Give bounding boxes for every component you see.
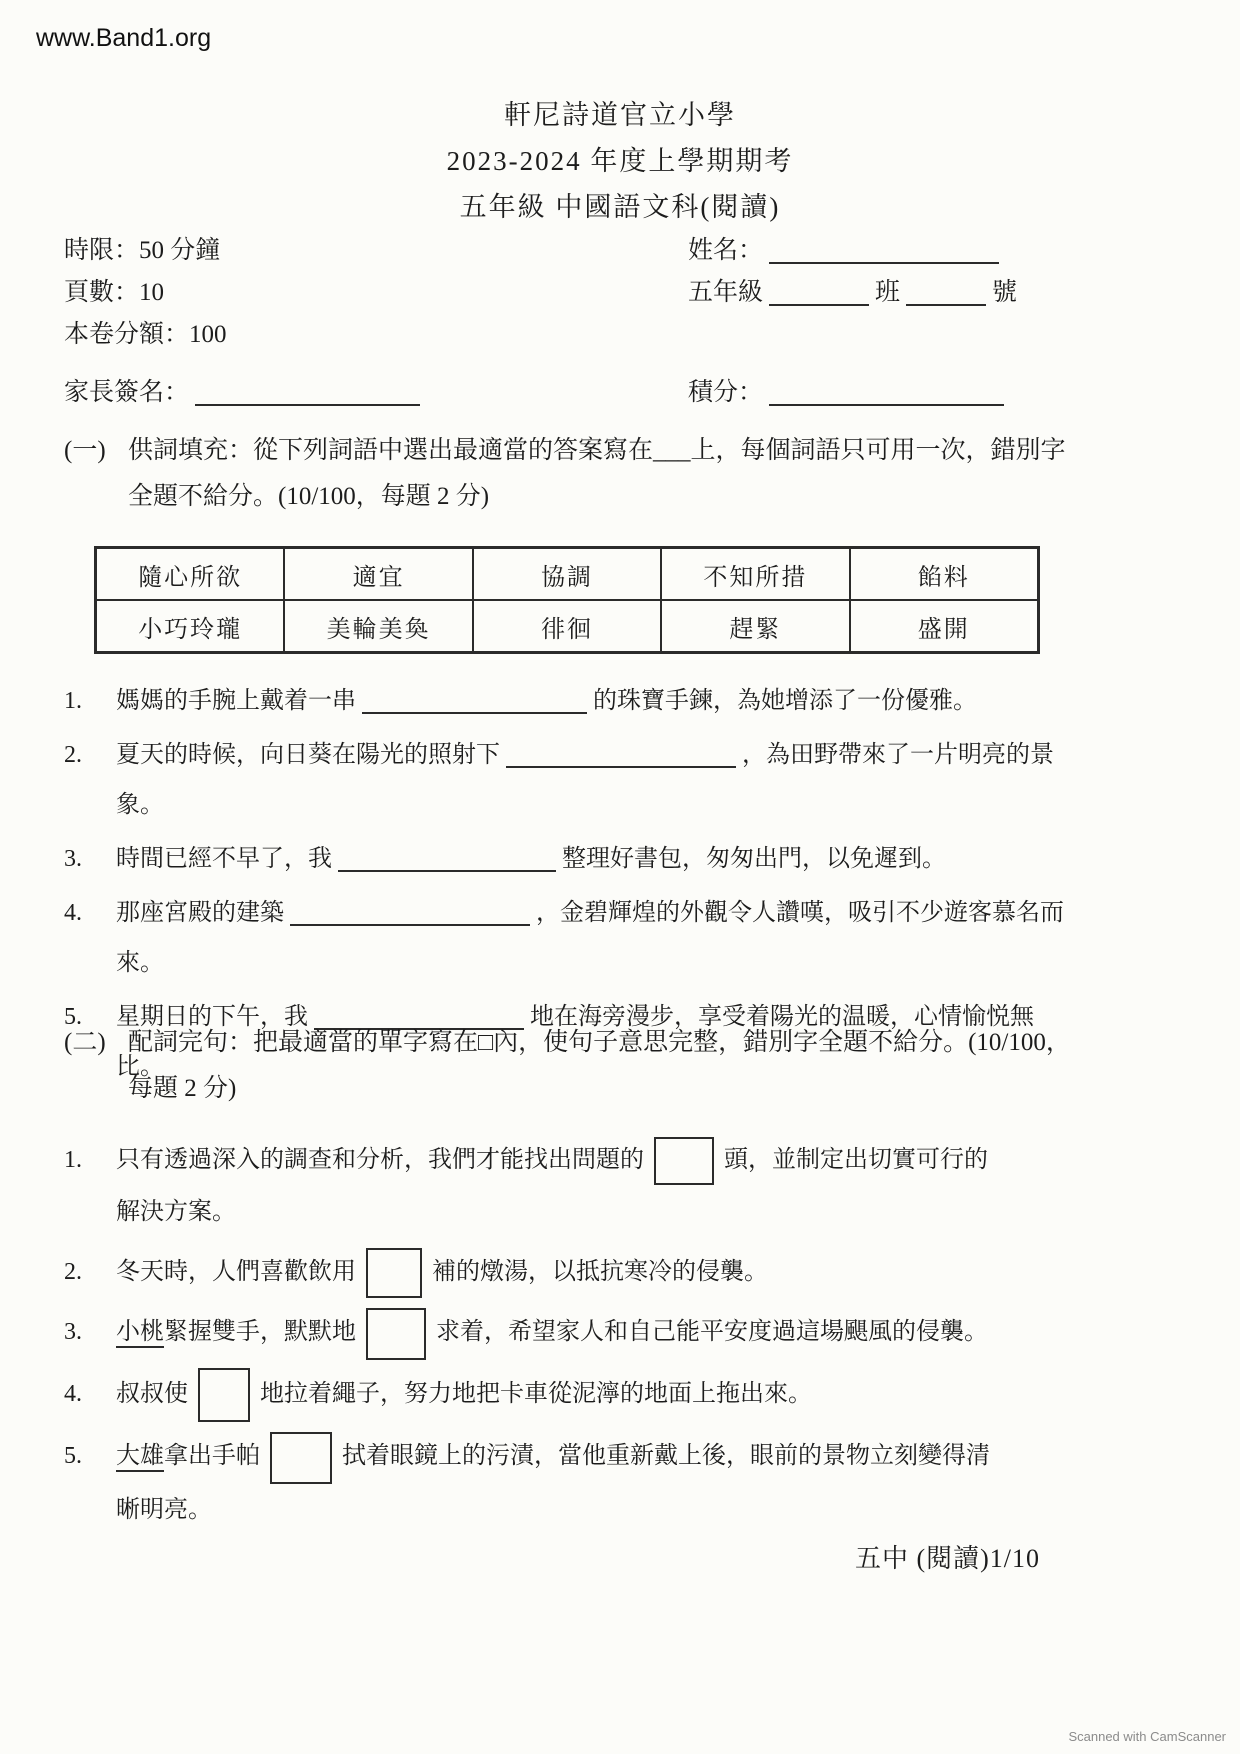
word-bank-cell: 趕緊	[661, 600, 849, 652]
underlined-name: 小桃	[116, 1319, 164, 1348]
student-info-block	[688, 230, 1017, 314]
question-text	[116, 1134, 994, 1238]
question-pre-text: 媽媽的手腕上戴着一串	[116, 688, 356, 714]
number-label: 號	[992, 279, 1018, 306]
question-row	[64, 1246, 994, 1298]
time-limit: 時限：50 分鐘	[64, 237, 221, 264]
section-1-heading	[64, 428, 1074, 520]
question-row	[64, 834, 1074, 884]
question-post-text: 整理好書包，匆匆出門，以免遲到。	[562, 846, 946, 872]
answer-box	[654, 1137, 714, 1185]
question-text	[116, 1246, 994, 1298]
section-2-questions	[64, 1134, 994, 1536]
word-bank-cell: 徘徊	[473, 600, 661, 652]
question-post-text: 補的燉湯，以抵抗寒冷的侵襲。	[432, 1259, 768, 1285]
number-blank	[906, 281, 986, 306]
question-number: 5.	[64, 1443, 82, 1470]
name-label: 姓名：	[688, 237, 764, 264]
section-2-label: (二)	[64, 1029, 106, 1056]
exam-header	[0, 92, 1240, 230]
word-bank-cell: 美輪美奐	[284, 600, 472, 652]
question-pre-text: 那座宮殿的建築	[116, 900, 284, 926]
page-footer-label: 五中 (閱讀)1/10	[854, 1544, 1040, 1573]
answer-blank	[290, 902, 530, 926]
signature-row	[64, 372, 1124, 408]
section-1-label: (一)	[64, 437, 106, 464]
name-row	[688, 230, 1017, 272]
question-number: 1.	[64, 688, 82, 714]
word-bank-cell: 隨心所欲	[96, 548, 284, 600]
question-pre-text: 只有透過深入的調查和分析，我們才能找出問題的	[116, 1147, 644, 1173]
question-text	[116, 676, 1074, 726]
section-1-instructions: 供詞填充：從下列詞語中選出最適當的答案寫在___上，每個詞語只可用一次，錯別字全題不給分。(10/100，每題 2 分)	[128, 437, 1066, 510]
section-2	[64, 1020, 1074, 1544]
parent-signature-label: 家長簽名：	[64, 379, 190, 406]
watermark: www.Band1.org	[36, 24, 212, 52]
question-post-text: 頭，並制定出切實可行的解決方案。	[116, 1147, 988, 1225]
question-pre-text: 緊握雙手，默默地	[164, 1319, 356, 1346]
section-2-instructions: 配詞完句：把最適當的單字寫在□內，使句子意思完整，錯別字全題不給分。(10/100，每題 2 分)	[128, 1029, 1071, 1102]
question-pre-text: 拿出手帕	[164, 1443, 260, 1470]
question-pre-text: 叔叔使	[116, 1380, 188, 1407]
word-bank-cell: 餡料	[850, 548, 1038, 600]
class-row	[688, 272, 1017, 314]
question-post-text: 地在海旁漫步，享受着陽光的温暖，心情愉悦無比。	[116, 1004, 1034, 1080]
question-post-text: 求着，希望家人和自己能平安度過這場颶風的侵襲。	[436, 1319, 988, 1346]
question-text	[116, 1368, 994, 1422]
question-post-text: 的珠寶手鍊，為她增添了一份優雅。	[593, 688, 977, 714]
answer-blank	[362, 690, 587, 714]
question-row	[64, 730, 1074, 830]
question-number: 4.	[64, 1380, 82, 1407]
class-label: 班	[875, 279, 901, 306]
score-field	[688, 372, 1010, 408]
question-row	[64, 676, 1074, 726]
class-blank	[769, 281, 869, 306]
question-text	[116, 1430, 994, 1535]
question-text	[116, 730, 1074, 830]
question-post-text: ，金碧輝煌的外觀令人讚嘆，吸引不少遊客慕名而來。	[116, 900, 1064, 976]
question-pre-text: 冬天時，人們喜歡飲用	[116, 1259, 356, 1285]
question-text	[116, 888, 1074, 988]
question-number: 2.	[64, 1259, 82, 1285]
question-number: 5.	[64, 1004, 82, 1030]
name-blank	[769, 239, 999, 264]
answer-box	[198, 1368, 250, 1422]
word-bank-table	[94, 546, 1040, 654]
exam-title: 2023-2024 年度上學期期考	[446, 146, 794, 176]
question-row	[64, 1134, 994, 1238]
word-bank-cell: 盛開	[850, 600, 1038, 652]
word-bank-cell: 小巧玲瓏	[96, 600, 284, 652]
score-blank	[769, 381, 1004, 406]
section-1	[64, 428, 1074, 1096]
question-text	[116, 834, 1074, 884]
score-label: 積分：	[688, 379, 764, 406]
word-bank-cell: 不知所措	[661, 548, 849, 600]
word-bank-cell: 協調	[473, 548, 661, 600]
question-row	[64, 1430, 994, 1535]
question-pre-text: 星期日的下午，我	[116, 1004, 308, 1030]
question-number: 4.	[64, 900, 82, 926]
question-pre-text: 夏天的時候，向日葵在陽光的照射下	[116, 742, 500, 768]
school-name: 軒尼詩道官立小學	[504, 100, 736, 130]
question-number: 2.	[64, 742, 82, 768]
question-row	[64, 1306, 994, 1359]
camscanner-label: Scanned with CamScanner	[1068, 1729, 1226, 1744]
word-bank-cell: 適宜	[284, 548, 472, 600]
section-2-heading	[64, 1020, 1074, 1112]
question-number: 1.	[64, 1147, 82, 1173]
page-count: 頁數：10	[64, 279, 165, 306]
question-post-text: ，為田野帶來了一片明亮的景象。	[116, 742, 1054, 818]
question-pre-text: 時間已經不早了，我	[116, 846, 332, 872]
question-number: 3.	[64, 1319, 82, 1346]
grade-label: 五年級	[688, 279, 764, 306]
exam-subject: 五年級 中國語文科(閱讀)	[459, 192, 781, 222]
underlined-name: 大雄	[116, 1443, 164, 1472]
question-number: 3.	[64, 846, 82, 872]
answer-box	[366, 1308, 426, 1360]
question-row	[64, 888, 1074, 988]
exam-info-block	[64, 230, 227, 356]
answer-box	[366, 1248, 422, 1298]
answer-blank	[506, 744, 736, 768]
total-score: 本卷分額：100	[64, 321, 227, 348]
answer-box	[270, 1432, 332, 1484]
parent-signature-blank	[195, 381, 420, 406]
question-post-text: 拭着眼鏡上的污漬，當他重新戴上後，眼前的景物立刻變得清晰明亮。	[116, 1443, 990, 1523]
question-row	[64, 1368, 994, 1422]
answer-blank	[338, 848, 556, 872]
question-text	[116, 1306, 994, 1359]
question-post-text: 地拉着繩子，努力地把卡車從泥濘的地面上拖出來。	[260, 1380, 812, 1407]
